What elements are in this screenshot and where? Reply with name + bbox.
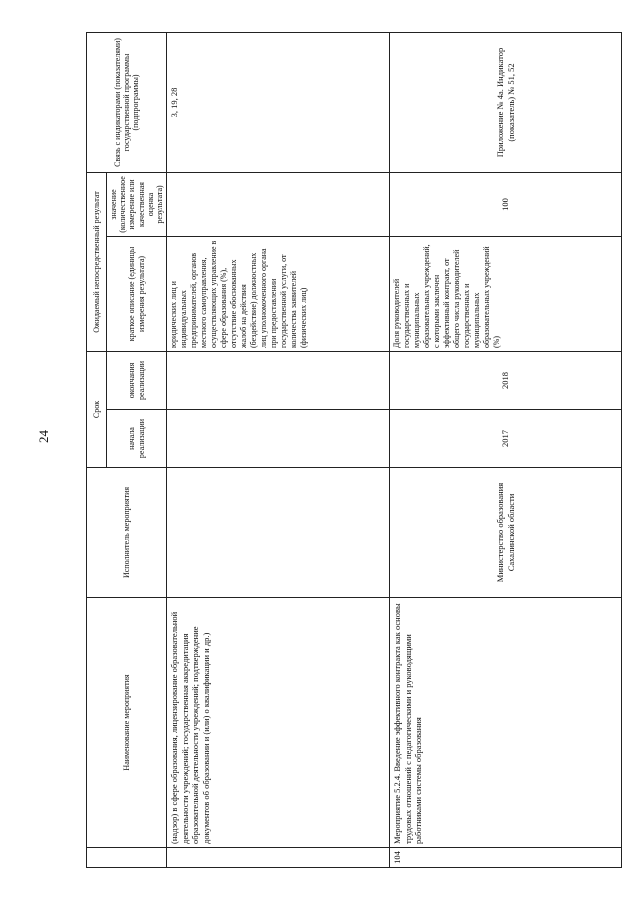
header-num-cell bbox=[87, 848, 167, 868]
activities-table bbox=[86, 32, 622, 868]
result-value: 100 bbox=[390, 172, 622, 236]
header-name: Наименование мероприятия bbox=[87, 598, 167, 848]
header-value: значение (количественное измерение или качественная оценка результата) bbox=[107, 172, 167, 236]
result-description: Доля руководителей государственных и муниципальных образовательных учреждений, с которыми заключен эффективный контракт, от общего числа руководителей государственных и муниципальных образовательных учреждений (%) bbox=[390, 236, 622, 351]
activity-name: (надзор) в сфере образования, лицензирование образовательной деятельности учреждений; государственная аккредитация образовательной деятельности учреждений; подтверждение документов об образовании и (или) о квалификации и др.) bbox=[167, 598, 390, 848]
table-row bbox=[167, 32, 390, 867]
activity-end bbox=[167, 351, 390, 409]
rotated-table-container bbox=[86, 33, 619, 868]
indicator-link: Приложение № 4а. Индикатор (показатель) № 51, 52 bbox=[390, 32, 622, 172]
result-description: юридических лиц и индивидуальных предпринимателей, органов местного самоуправления, осуществляющих управление в сфере образования (%), отсутствие обоснованных жалоб на действия (бездействие) должностных лиц уполномоченного органа при предоставлении государственной услуги, от количества заявителей (физических лиц) bbox=[167, 236, 390, 351]
header-end: окончания реализации bbox=[107, 351, 167, 409]
activity-start: 2017 bbox=[390, 410, 622, 468]
indicator-link: 3, 19, 28 bbox=[167, 32, 390, 172]
header-expected: Ожидаемый непосредственный результат bbox=[87, 172, 107, 351]
activity-name: Мероприятие 5.2.4. Введение эффективного контракта как основы трудовых отношений с педагогическими и руководящими работниками системы образования bbox=[390, 598, 622, 848]
header-term: Срок bbox=[87, 351, 107, 467]
table-row bbox=[390, 32, 622, 867]
header-link: Связь с индикаторами (показателями) государственной программы (подпрограммы) bbox=[87, 32, 167, 172]
header-executor: Исполнитель мероприятия bbox=[87, 468, 167, 598]
activity-executor bbox=[167, 468, 390, 598]
activity-end: 2018 bbox=[390, 351, 622, 409]
result-value bbox=[167, 172, 390, 236]
activity-executor: Министерство образования Сахалинской области bbox=[390, 468, 622, 598]
page-number: 24 bbox=[36, 430, 51, 443]
header-start: начала реализации bbox=[107, 410, 167, 468]
row-number: 104 bbox=[390, 848, 622, 868]
header-desc: краткое описание (единицы измерения результата) bbox=[107, 236, 167, 351]
row-number bbox=[167, 848, 390, 868]
activity-start bbox=[167, 410, 390, 468]
